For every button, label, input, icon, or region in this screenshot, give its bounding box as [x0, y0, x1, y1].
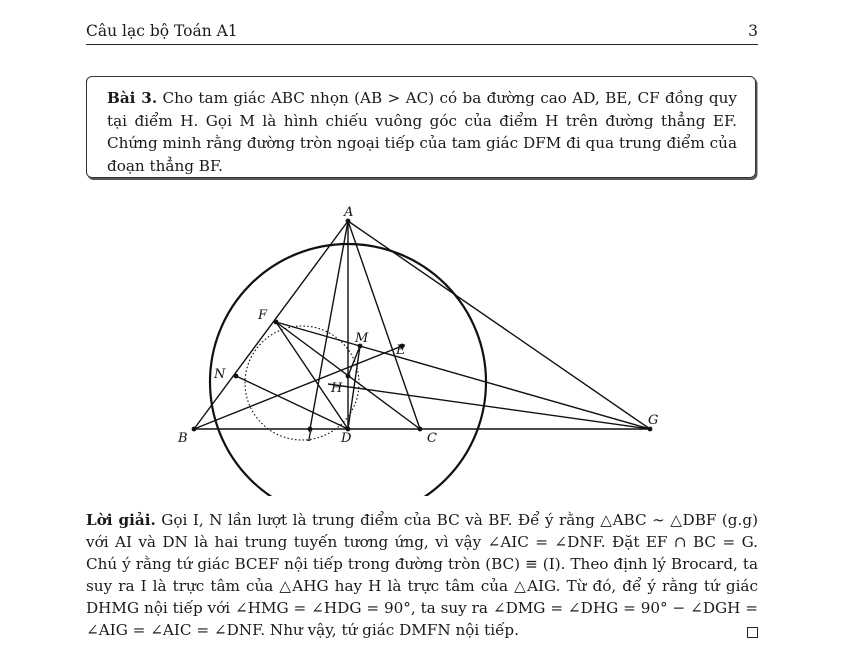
triangle-lines: [194, 221, 650, 429]
line-ag: [348, 221, 650, 429]
solution-label: Lời giải.: [86, 511, 156, 529]
label-g: G: [648, 413, 659, 428]
line-fg: [276, 322, 650, 429]
page-number: 3: [748, 22, 758, 40]
point-n: [234, 374, 239, 379]
label-m: M: [355, 331, 369, 346]
geometry-figure: [170, 196, 670, 496]
line-ai: [310, 221, 348, 429]
label-e: E: [396, 343, 406, 358]
problem-text: Cho tam giác ABC nhọn (AB > AC) có ba đường cao AD, BE, CF đồng quy tại điểm H. Gọi M là hình chiếu vuông góc của điểm H trên đường thẳng EF. Chứng minh rằng đường tròn ngoại tiếp của tam giác DFM đi qua trung điểm của đoạn thẳng BF.: [107, 89, 737, 175]
header-title: Câu lạc bộ Toán A1: [86, 22, 238, 40]
points: [192, 219, 653, 432]
line-gh: [328, 384, 650, 429]
geometry-diagram: [170, 196, 670, 496]
point-c: [418, 427, 423, 432]
point-b: [192, 427, 197, 432]
running-header: [86, 18, 758, 45]
point-f: [274, 320, 279, 325]
line-df: [276, 322, 348, 429]
label-d: D: [341, 431, 352, 446]
solution-paragraph: [86, 509, 758, 641]
label-h: H: [331, 381, 343, 396]
qed-box-icon: [747, 627, 758, 638]
problem-label: Bài 3.: [107, 89, 158, 107]
label-b: B: [178, 431, 188, 446]
label-c: C: [427, 431, 437, 446]
problem-box: [86, 76, 756, 178]
label-f: F: [258, 308, 268, 323]
label-a: A: [344, 205, 354, 220]
side-ac: [348, 221, 420, 429]
label-n: N: [214, 367, 226, 382]
point-h: [346, 374, 351, 379]
label-i: I: [307, 430, 313, 445]
solution-text: Gọi I, N lần lượt là trung điểm của BC và BF. Để ý rằng △ABC ∼ △DBF (g.g) với AI và DN là hai trung tuyến tương ứng, vì vậy ∠AIC = ∠DNF. Đặt EF ∩ BC = G. Chú ý rằng tứ giác BCEF nội tiếp trong đường tròn (BC) ≡ (I). Theo định lý Brocard, ta suy ra I là trực tâm của △AHG hay H là trực tâm của △AIG. Từ đó, để ý rằng tứ giác DHMG nội tiếp với ∠HMG = ∠HDG = 90°, ta suy ra ∠DMG = ∠DHG = 90° − ∠DGH = ∠AIG = ∠AIC = ∠DNF. Như vậy, tứ giác DMFN nội tiếp.: [86, 511, 758, 639]
